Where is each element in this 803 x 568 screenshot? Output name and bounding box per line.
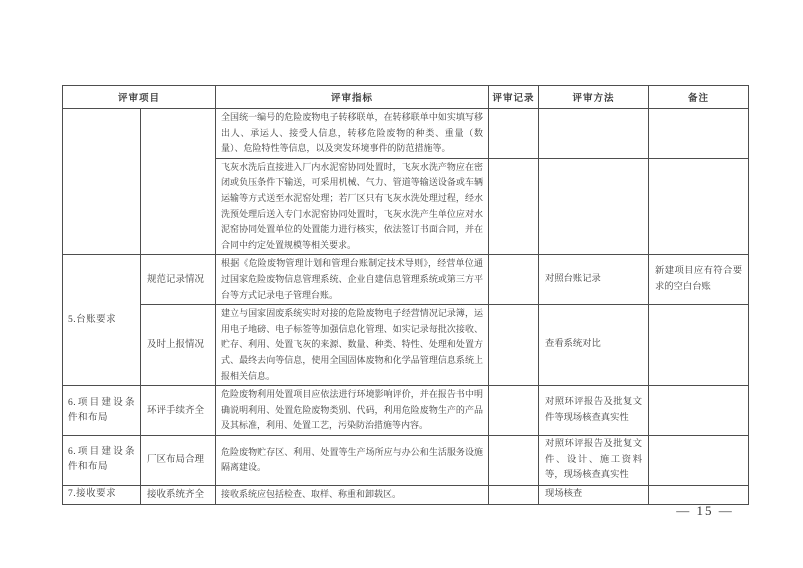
remark-cell — [649, 109, 749, 159]
table-row — [63, 255, 749, 305]
record-cell — [489, 255, 539, 305]
section-cell-acceptance: 7.接收要求 — [63, 485, 141, 504]
sub-item-cell: 厂区布局合理 — [141, 436, 216, 486]
section-cell-empty — [63, 109, 141, 255]
table-row — [63, 436, 749, 486]
method-cell: 对照环评报告及批复文件等现场核查真实性 — [539, 386, 649, 436]
sub-item-cell: 接收系统齐全 — [141, 485, 216, 504]
indicator-cell: 危险废物利用处置项目应依法进行环境影响评价，并在报告书中明确说明利用、处置危险废物类别、代码，利用危险废物生产的产品及其标准，利用、处置工艺，污染防治措施等内容。 — [216, 386, 489, 436]
indicator-cell: 危险废物贮存区、利用、处置等生产场所应与办公和生活服务设施隔离建设。 — [216, 436, 489, 486]
table-row — [63, 386, 749, 436]
method-cell — [539, 109, 649, 159]
remark-cell — [649, 436, 749, 486]
table-header-row — [63, 86, 749, 109]
sub-item-cell: 规范记录情况 — [141, 255, 216, 305]
header-indicator: 评审指标 — [216, 86, 489, 109]
header-record: 评审记录 — [489, 86, 539, 109]
header-remark: 备注 — [649, 86, 749, 109]
record-cell — [489, 158, 539, 255]
header-project: 评审项目 — [63, 86, 216, 109]
indicator-cell: 建立与国家固废系统实时对接的危险废物电子经营情况记录簿，运用电子地磅、电子标签等加强信息化管理、如实记录每批次接收、贮存、利用、处置飞灰的来源、数量、种类、特性、处理和处置方式、最终去向等信息，使用全国固体废物和化学品管理信息系统上报相关信息。 — [216, 305, 489, 386]
remark-cell — [649, 485, 749, 504]
sub-item-cell: 环评手续齐全 — [141, 386, 216, 436]
method-cell — [539, 158, 649, 255]
remark-cell — [649, 386, 749, 436]
method-cell: 对照环评报告及批复文件、设计、施工资料等，现场核查真实性 — [539, 436, 649, 486]
sub-item-cell-empty — [141, 109, 216, 255]
indicator-cell: 接收系统应包括检查、取样、称重和卸载区。 — [216, 485, 489, 504]
sub-item-cell: 及时上报情况 — [141, 305, 216, 386]
method-cell: 查看系统对比 — [539, 305, 649, 386]
table-row — [63, 109, 749, 159]
record-cell — [489, 386, 539, 436]
record-cell — [489, 305, 539, 386]
record-cell — [489, 436, 539, 486]
remark-cell: 新建项目应有符合要求的空白台账 — [649, 255, 749, 305]
indicator-cell: 根据《危险废物管理计划和管理台账制定技术导则》，经营单位通过国家危险废物信息管理系统、企业自建信息管理系统或第三方平台等方式记录电子管理台账。 — [216, 255, 489, 305]
header-method: 评审方法 — [539, 86, 649, 109]
record-cell — [489, 485, 539, 504]
record-cell — [489, 109, 539, 159]
indicator-cell: 飞灰水洗后直接进入厂内水泥窑协同处置时，飞灰水洗产物应在密闭或负压条件下输送，可采用机械、气力、管道等输送设备或车辆运输等方式送至水泥窑处理；若厂区只有飞灰水洗处理过程，经水洗预处理后送入专门水泥窑协同处置时，飞灰水洗产生单位应对水泥窑协同处置单位的处置能力进行核实，依法签订书面合同，并在合同中约定处置规模等相关要求。 — [216, 158, 489, 255]
section-cell-ledger: 5.台账要求 — [63, 255, 141, 386]
table-row — [63, 305, 749, 386]
table-row — [63, 485, 749, 504]
page-number: — 15 — — [676, 503, 734, 518]
indicator-cell: 全国统一编号的危险废物电子转移联单，在转移联单中如实填写移出人、承运人、接受人信息，转移危险废物的种类、重量（数量）、危险特性等信息，以及突发环境事件的防范措施等。 — [216, 109, 489, 159]
review-criteria-table — [62, 85, 749, 505]
method-cell: 现场核查 — [539, 485, 649, 504]
section-cell-project: 6.项目建设条件和布局 — [63, 386, 141, 436]
section-cell-project: 6.项目建设条件和布局 — [63, 436, 141, 486]
remark-cell — [649, 158, 749, 255]
remark-cell — [649, 305, 749, 386]
method-cell: 对照台账记录 — [539, 255, 649, 305]
